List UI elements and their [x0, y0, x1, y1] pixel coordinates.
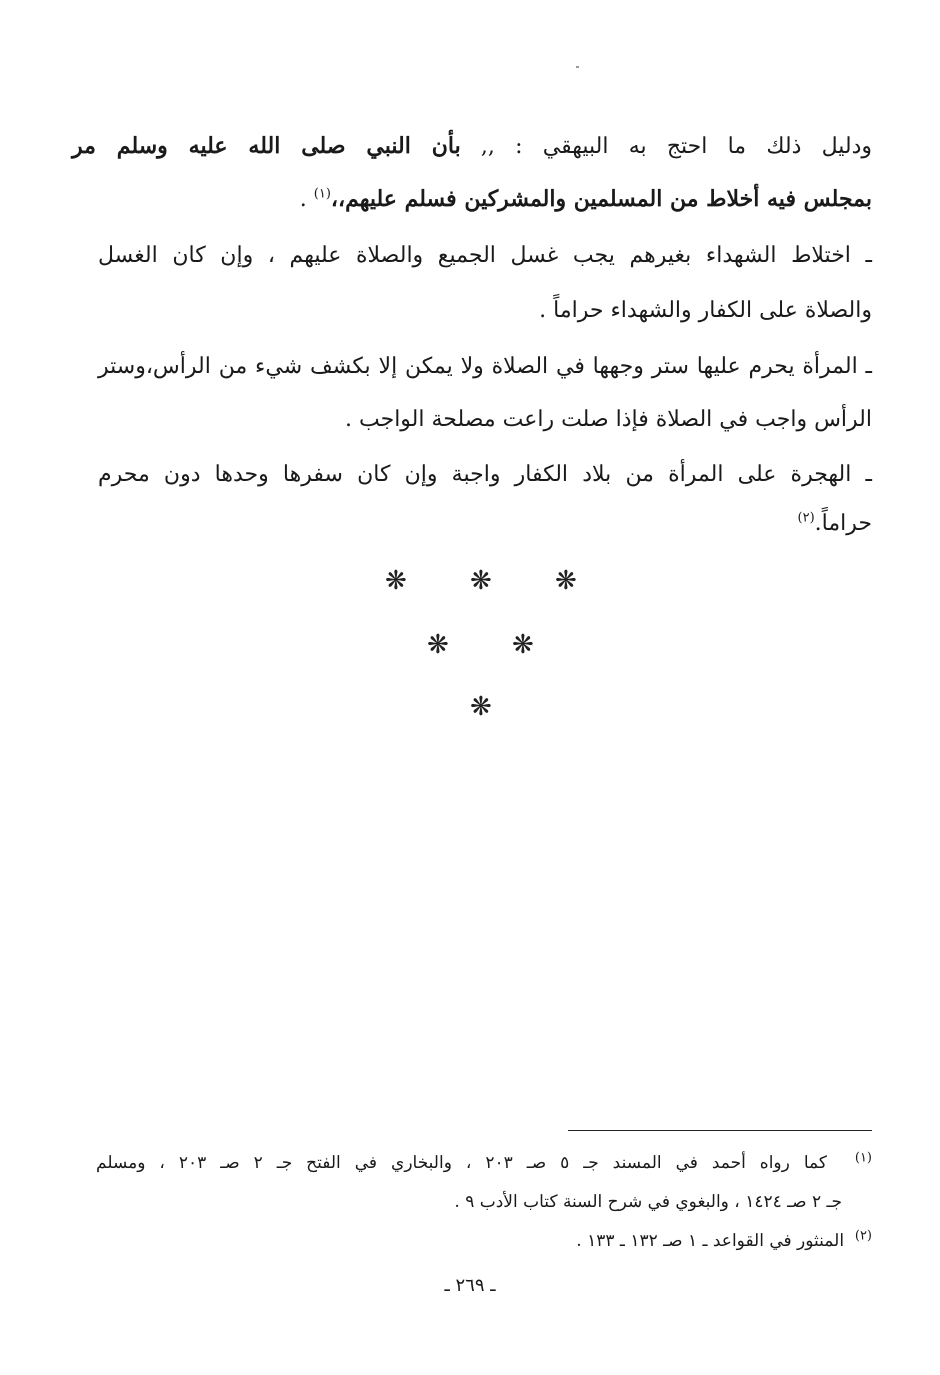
- body-text: ودليل ذلك ما احتج به البيهقي : ,,: [460, 134, 873, 159]
- body-text: .: [299, 187, 314, 212]
- footnote-line: [66, 1189, 842, 1215]
- ornament-row: [0, 692, 940, 722]
- scan-speck: [576, 66, 579, 68]
- hadith-quote: بمجلس فيه أخلاط من المسلمين والمشركين فسلم عليهم،،: [330, 186, 872, 212]
- list-item-line: [98, 460, 872, 490]
- body-line: [72, 131, 872, 161]
- ornament-row: [0, 630, 940, 660]
- ornament-star-icon: ❋: [385, 566, 407, 596]
- body-text: ـ الهجرة على المرأة من بلاد الكفار واجبة وإن كان سفرها وحدها دون محرم: [98, 462, 872, 487]
- list-item-line: [98, 509, 872, 539]
- footnote-text: المنثور في القواعد ـ ١ صـ ١٣٢ ـ ١٣٣ .: [576, 1231, 845, 1251]
- list-item-line: [98, 296, 872, 326]
- body-text: الرأس واجب في الصلاة فإذا صلت راعت مصلحة الواجب .: [345, 407, 872, 432]
- list-item-line: [98, 352, 872, 382]
- body-text: حراماً.: [814, 511, 872, 536]
- list-item-line: [98, 405, 872, 435]
- list-item-line: [98, 241, 872, 271]
- footnote-text: كما رواه أحمد في المسند جـ ٥ صـ ٢٠٣ ، والبخاري في الفتح جـ ٢ صـ ٢٠٣ ، ومسلم: [96, 1153, 827, 1173]
- footnote-marker: (٢): [854, 1228, 872, 1244]
- ornament-star-icon: ❋: [470, 692, 492, 722]
- hadith-quote: بأن النبي صلى الله عليه وسلم مر: [72, 133, 461, 159]
- ornament-row: [0, 566, 940, 596]
- body-text: والصلاة على الكفار والشهداء حراماً .: [539, 298, 872, 323]
- footnote-line: [96, 1150, 872, 1176]
- footnote-text: جـ ٢ صـ ١٤٢٤ ، والبغوي في شرح السنة كتاب الأدب ٩ .: [454, 1192, 842, 1212]
- ornament-star-icon: ❋: [427, 630, 449, 660]
- footnote-marker: (١): [854, 1150, 872, 1166]
- ornament-star-icon: ❋: [470, 566, 492, 596]
- page-number: ـ ٢٦٩ ـ: [444, 1275, 496, 1296]
- footnote-ref: (١): [313, 186, 331, 202]
- body-line: [72, 184, 872, 214]
- footnote-separator: [568, 1130, 872, 1131]
- ornament-star-icon: ❋: [512, 630, 534, 660]
- footnote-line: [96, 1228, 872, 1254]
- body-text: ـ اختلاط الشهداء بغيرهم يجب غسل الجميع والصلاة عليهم ، وإن كان الغسل: [98, 243, 872, 268]
- ornament-star-icon: ❋: [555, 566, 577, 596]
- footnote-ref: (٢): [797, 510, 815, 526]
- body-text: ـ المرأة يحرم عليها ستر وجهها في الصلاة ولا يمكن إلا بكشف شيء من الرأس،وستر: [98, 354, 872, 379]
